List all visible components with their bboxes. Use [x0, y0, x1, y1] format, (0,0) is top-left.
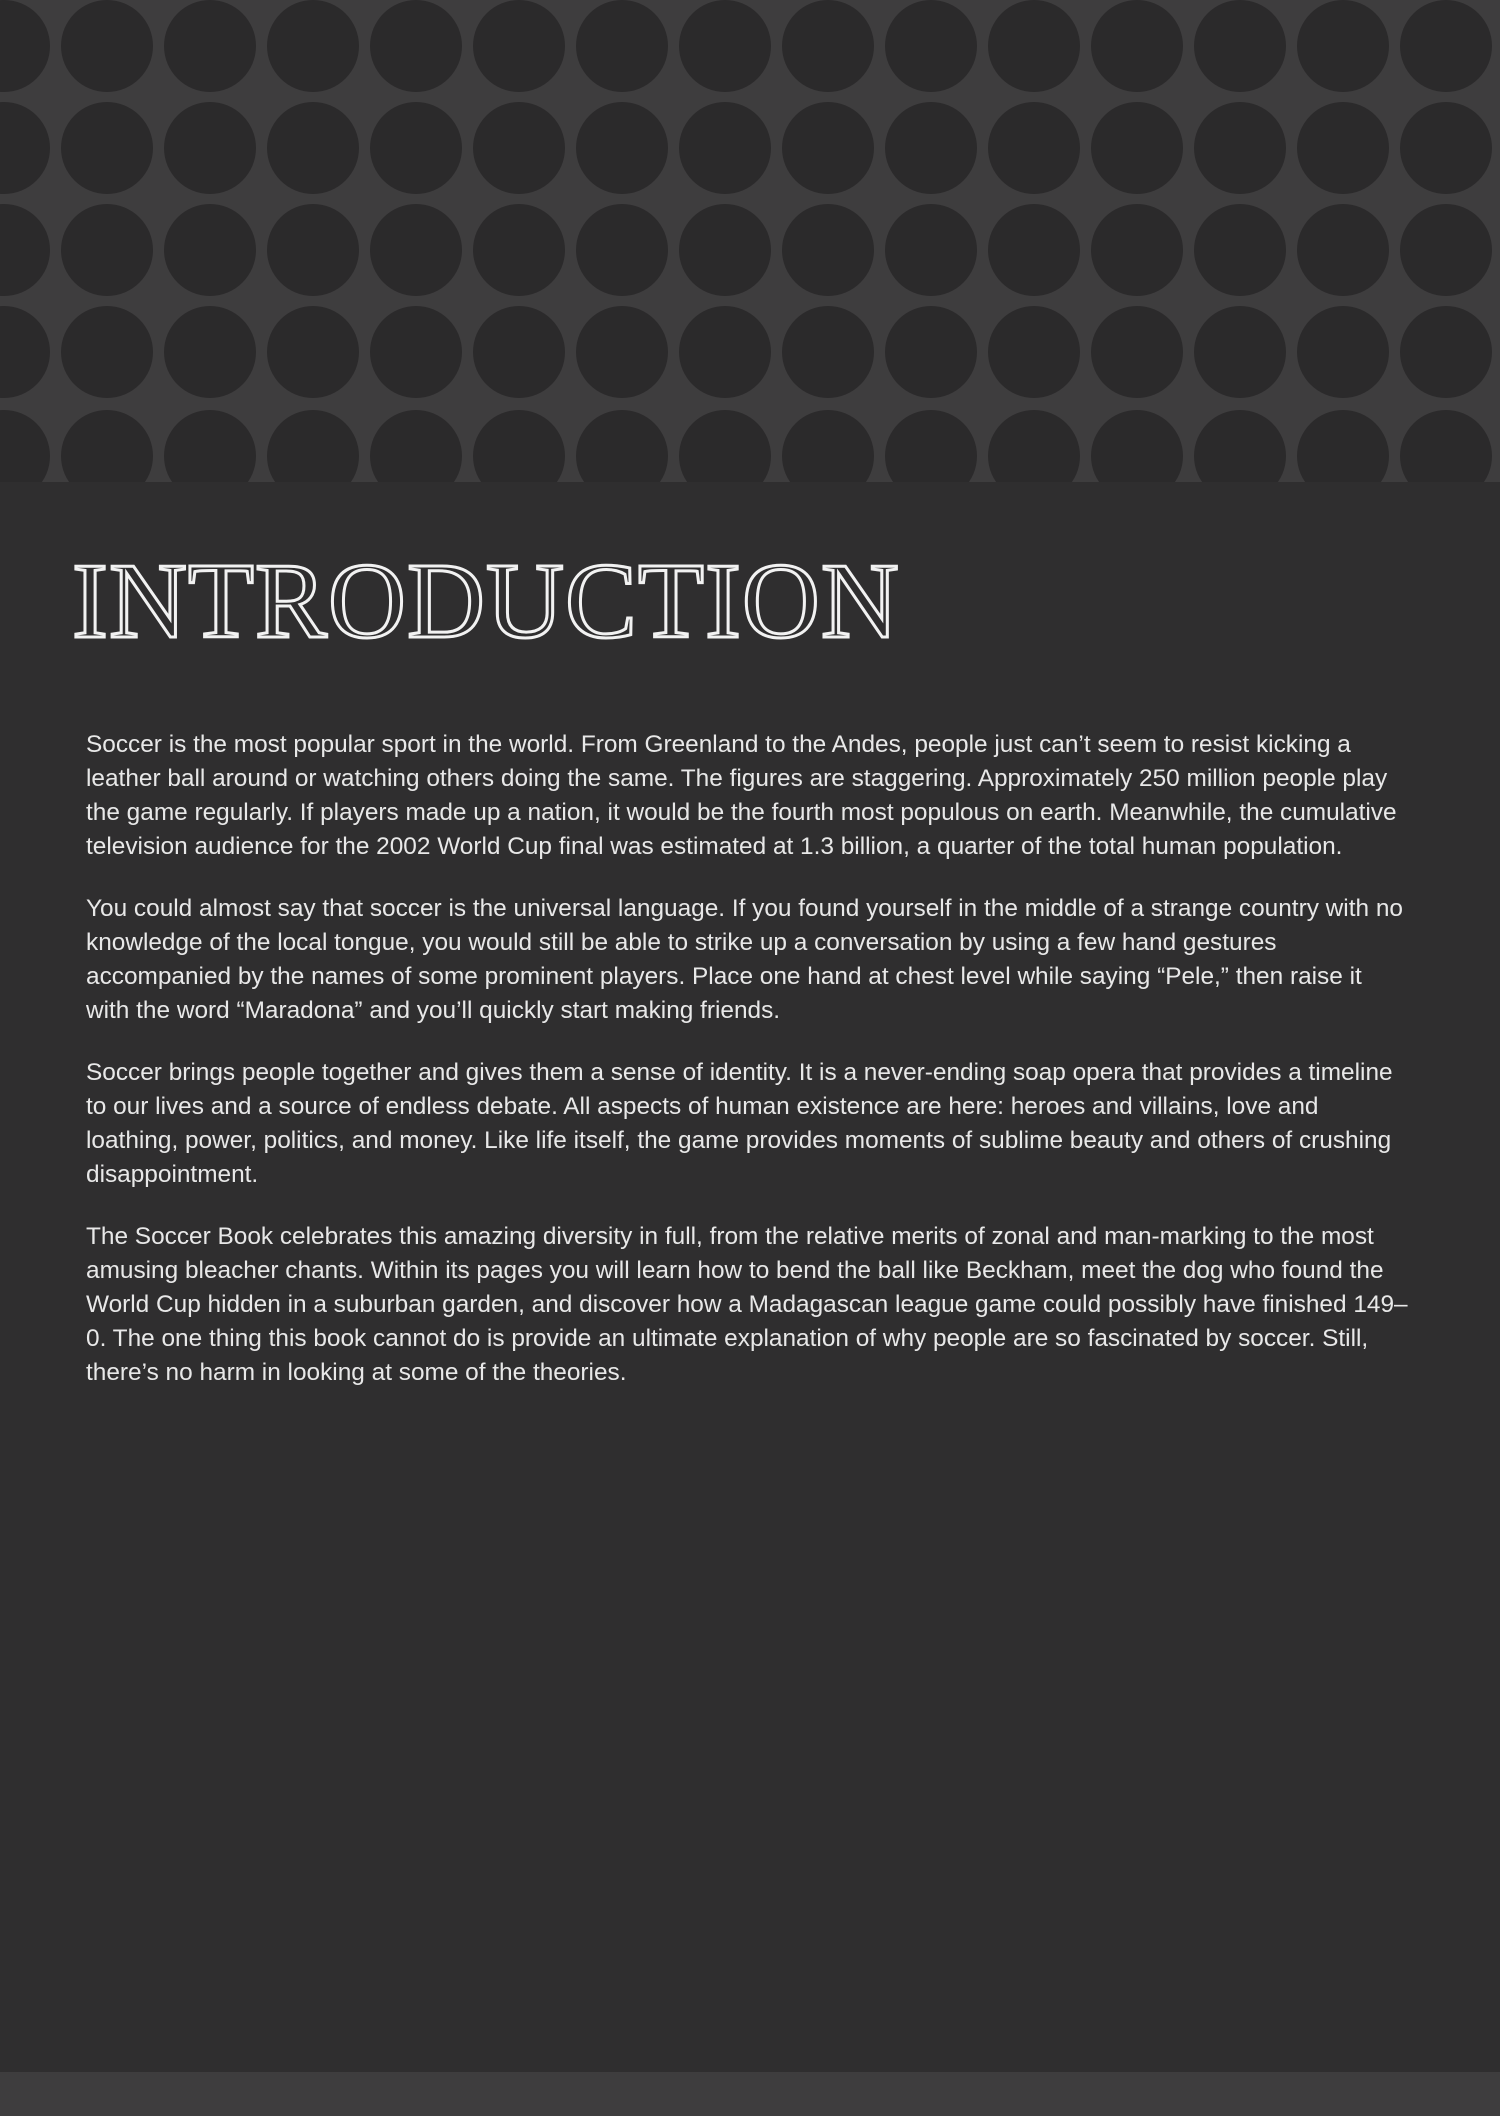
dot: [267, 0, 359, 92]
dot: [1400, 306, 1492, 398]
dot: [1194, 0, 1286, 92]
dot: [473, 204, 565, 296]
page-title: INTRODUCTION: [72, 542, 900, 661]
dot: [782, 102, 874, 194]
bottom-band: [0, 2072, 1500, 2116]
paragraph-4: The Soccer Book celebrates this amazing diversity in full, from the relative merits of zonal and man-marking to the most amusing bleacher chants. Within its pages you will learn how to bend the ball like Beckham, meet the dog who found the World Cup hidden in a suburban garden, and discover how a Madagascan league game could possibly have finished 149–0. The one thing this book cannot do is provide an ultimate explanation of why people are so fascinated by soccer. Still, there’s no harm in looking at some of the theories.: [86, 1223, 1408, 1386]
dot: [164, 102, 256, 194]
dot: [1194, 204, 1286, 296]
dot: [1297, 306, 1389, 398]
dot: [1400, 102, 1492, 194]
dot: [885, 306, 977, 398]
dot: [782, 0, 874, 92]
dot: [61, 102, 153, 194]
dot: [1194, 306, 1286, 398]
dot: [782, 306, 874, 398]
dot: [0, 204, 50, 296]
dot: [885, 0, 977, 92]
dot: [61, 0, 153, 92]
dot: [1091, 102, 1183, 194]
dot: [1400, 0, 1492, 92]
dot: [267, 204, 359, 296]
dot: [61, 306, 153, 398]
dot: [0, 0, 50, 92]
dot: [1297, 204, 1389, 296]
dot: [1091, 306, 1183, 398]
dot: [473, 306, 565, 398]
dot: [1091, 204, 1183, 296]
body-text: [86, 728, 1408, 1418]
dot: [1297, 0, 1389, 92]
dot: [988, 204, 1080, 296]
dot: [988, 0, 1080, 92]
dot: [1091, 0, 1183, 92]
dot: [164, 204, 256, 296]
dot: [885, 102, 977, 194]
dot: [370, 0, 462, 92]
dot: [473, 0, 565, 92]
dot: [0, 102, 50, 194]
dot: [679, 204, 771, 296]
dot: [679, 102, 771, 194]
dot: [885, 204, 977, 296]
dot: [576, 306, 668, 398]
dot: [679, 306, 771, 398]
dot: [679, 0, 771, 92]
dot: [576, 0, 668, 92]
dot: [576, 204, 668, 296]
dot: [0, 306, 50, 398]
dot: [988, 306, 1080, 398]
dot: [1400, 204, 1492, 296]
dot: [782, 204, 874, 296]
dot: [267, 102, 359, 194]
dot: [1194, 102, 1286, 194]
dot: [988, 102, 1080, 194]
dot: [1297, 102, 1389, 194]
dot: [370, 204, 462, 296]
dot: [576, 102, 668, 194]
dot: [164, 0, 256, 92]
dot: [164, 306, 256, 398]
paragraph-1: Soccer is the most popular sport in the world. From Greenland to the Andes, people just can’t seem to resist kicking a leather ball around or watching others doing the same. The figures are staggering. Approximately 250 million people play the game regularly. If players made up a nation, it would be the fourth most populous on earth. Meanwhile, the cumulative television audience for the 2002 World Cup final was estimated at 1.3 billion, a quarter of the total human population.: [86, 731, 1397, 860]
dot: [61, 204, 153, 296]
paragraph-2: You could almost say that soccer is the universal language. If you found yourself in the middle of a strange country with no knowledge of the local tongue, you would still be able to strike up a conversation by using a few hand gestures accompanied by the names of some prominent players. Place one hand at chest level while saying “Pele,” then raise it with the word “Maradona” and you’ll quickly start making friends.: [86, 895, 1403, 1024]
dot: [370, 306, 462, 398]
dot: [473, 102, 565, 194]
dot: [370, 102, 462, 194]
paragraph-3: Soccer brings people together and gives them a sense of identity. It is a never-ending soap opera that provides a timeline to our lives and a source of endless debate. All aspects of human existence are here: heroes and villains, love and loathing, power, politics, and money. Like life itself, the game provides moments of sublime beauty and others of crushing disappointment.: [86, 1059, 1393, 1188]
dot: [267, 306, 359, 398]
